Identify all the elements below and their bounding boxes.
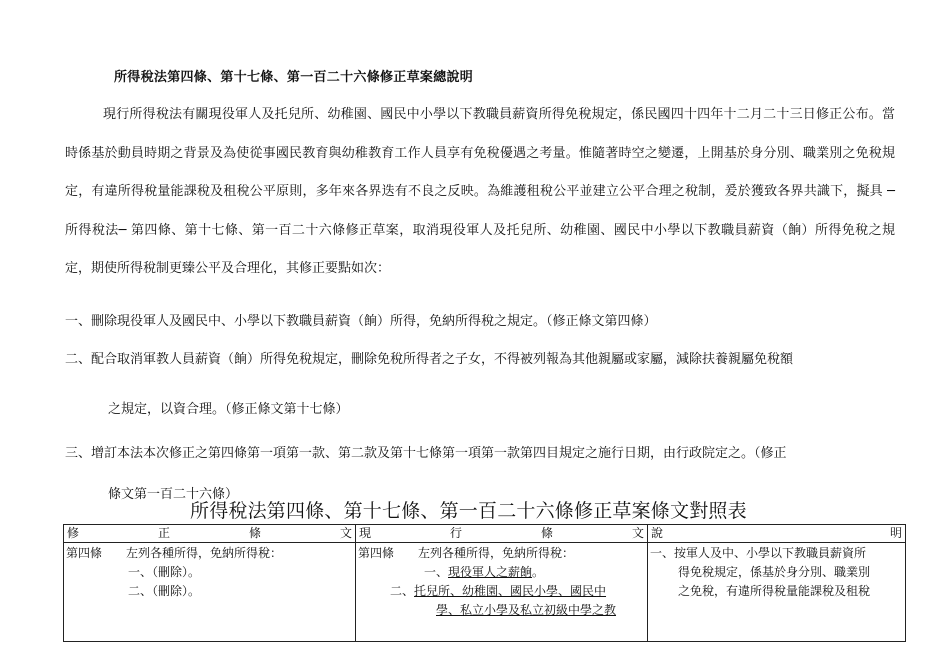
document-title: 所得稅法第四條、第十七條、第一百二十六條修正草案總說明 (114, 70, 474, 85)
table-row (64, 543, 906, 642)
amended-line-1: 一、（刪除）。 (128, 565, 201, 579)
point-1: 一、刪除現役軍人及國民中、小學以下教職員薪資（餉）所得，免納所得稅之規定。（修正條文第四條） (65, 314, 657, 329)
current-line-2: 二、托兒所、幼稚園、國民小學、國民中 (390, 584, 607, 598)
amended-cell (64, 543, 356, 642)
intro-paragraph: 現行所得稅法有關現役軍人及托兒所、幼稚園、國民中小學以下教職員薪資所得免稅規定，係民國四十四年十二月二十三日修正公布。當時係基於動員時期之背景及為使從事國民教育與幼稚教育工作人員享有免稅優遇之考量。惟隨著時空之變遷，上開基於身分別、職業別之免稅規定，有違所得稅量能課稅及租稅公平原則，多年來各界迭有不良之反映。為維護租稅公平並建立公平合理之稅制，爰於獲致各界共識下，擬具 ─所得稅法─ 第四條、第十七條、第一百二十六條修正草案，取消現役軍人及托兒所、幼稚園、國民中小學以下教職員薪資（餉）所得免稅之規定，期使所得稅制更臻公平及合理化，其修正要點如次： (65, 107, 895, 276)
current-lead: 左列各種所得，免納所得稅： (418, 546, 575, 560)
explanation-cell (648, 543, 906, 642)
amended-line-2: 二、（刪除）。 (128, 584, 201, 598)
amended-article: 第四條 (66, 546, 103, 560)
header-explanation: 說明 (648, 525, 906, 543)
header-current: 現行條文 (356, 525, 648, 543)
explanation-line-3: 之免稅，有違所得稅量能課稅及租稅 (678, 584, 871, 598)
point-3: 三、增訂本法本次修正之第四條第一項第一款、第二款及第十七條第一項第一款第四目規定之施行日期，由行政院定之。（修正 (65, 446, 787, 461)
comparison-table (63, 524, 906, 642)
current-article: 第四條 (358, 546, 395, 560)
current-article-line (358, 544, 645, 563)
table-title: 所得稅法第四條、第十七條、第一百二十六條修正草案條文對照表 (190, 500, 747, 522)
point-2: 二、配合取消軍教人員薪資（餉）所得免稅規定，刪除免稅所得者之子女，不得被列報為其他親屬或家屬，減除扶養親屬免稅額 (65, 352, 794, 367)
point-3-continuation: 條文第一百二十六條） (108, 487, 239, 502)
header-amended: 修正條文 (64, 525, 356, 543)
point-2-continuation: 之規定，以資合理。（修正條文第十七條） (108, 402, 349, 417)
amended-lead: 左列各種所得，免納所得稅： (126, 546, 283, 560)
current-cell (356, 543, 648, 642)
explanation-line-2: 得免稅規定，係基於身分別、職業別 (678, 565, 871, 579)
amended-article-line (66, 544, 353, 563)
explanation-line-1: 一、按軍人及中、小學以下教職員薪資所 (650, 546, 867, 560)
current-line-3: 學、私立小學及私立初級中學之教 (436, 603, 617, 617)
current-line-1: 一、現役軍人之薪餉。 (424, 565, 545, 579)
table-header-row (64, 525, 906, 543)
